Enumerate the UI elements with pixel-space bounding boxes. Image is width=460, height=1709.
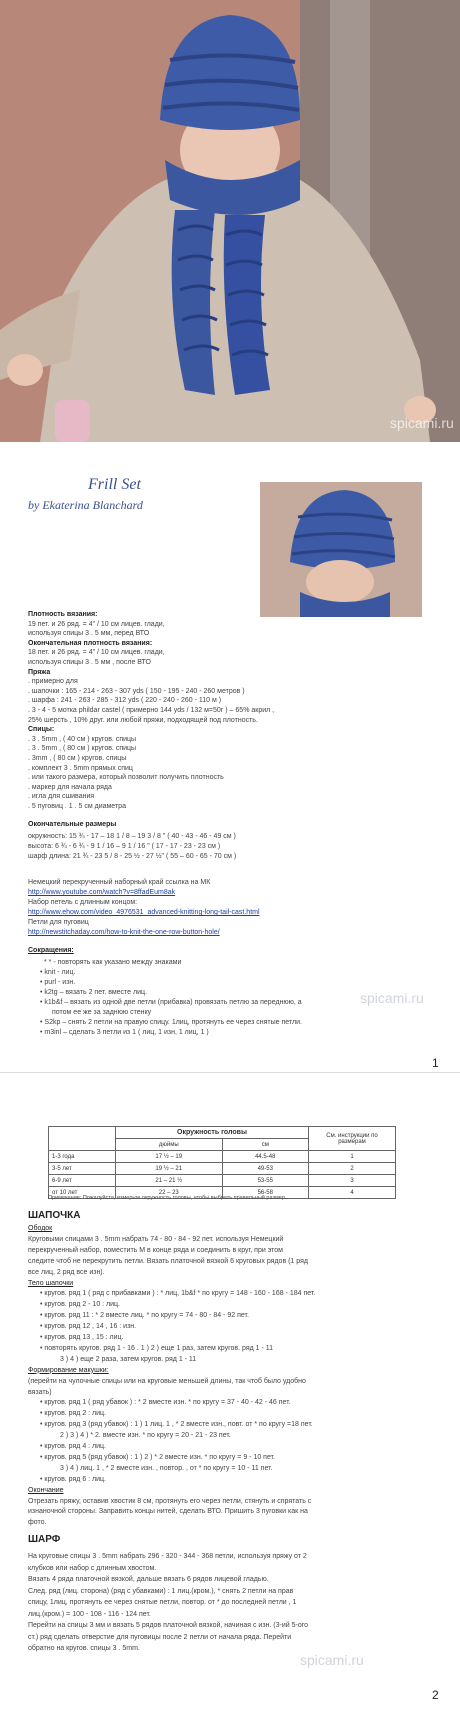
gauge-line: используя спицы 3 . 5 мм , после ВТО — [28, 659, 151, 666]
cast-on-link[interactable]: http://www.youtube.com/watch?v=8ffadEum8ak — [28, 889, 176, 896]
scarf-line: На круговые спицы 3 . 5mm набрать 296 - 320 - 344 - 368 петли, используя пряжу от 2 — [28, 1553, 307, 1560]
table-cell: 4 — [309, 1187, 396, 1199]
hero-photo — [0, 0, 460, 442]
hat-line: вязать) — [28, 1388, 52, 1396]
table-cell: 1 — [309, 1151, 396, 1163]
buttonhole-reference: Петли для пуговиц — [28, 919, 89, 926]
sizes-line: окружность: 15 ¾ - 17 – 18 1 / 8 – 19 3 / 8 " ( 40 - 43 - 46 - 49 см ) — [28, 833, 236, 840]
table-row — [49, 1163, 396, 1175]
abbreviations-heading: Сокращения: — [28, 947, 74, 954]
size-table-instr-header: См. инструкции по размерам — [309, 1127, 396, 1151]
hat-line: • кругов. ряд 11 : * 2 вместе лиц. * по кругу = 74 - 80 - 84 - 92 пет. — [40, 1311, 249, 1321]
hat-heading: ШАПОЧКА — [28, 1210, 81, 1221]
table-cell: 17 ½ – 19 — [116, 1151, 223, 1163]
sizes-heading: Окончательные размеры — [28, 821, 117, 828]
gauge-line: используя спицы 3 . 5 мм, перед ВТО — [28, 630, 150, 638]
gauge-line: . или такого размера, который позволит получить плотность — [28, 774, 224, 782]
pattern-page-1 — [0, 442, 460, 1073]
abbr-line: • k1b&f – вязать из одной две петли (прибавка) провязать петлю за переднюю, а — [40, 998, 302, 1008]
abbr-line: • purl - изн. — [40, 978, 75, 988]
hat-line: (перейти на чулочные спицы или на круговые меньшей длины, так чтоб было удобно — [28, 1377, 306, 1385]
scarf-heading: ШАРФ — [28, 1534, 61, 1545]
hat-line: Отрезать пряжу, оставив хвостик 8 см, протянуть его через петли, стянуть и спрятать с — [28, 1497, 312, 1505]
abbr-line: • knit - лиц. — [40, 968, 75, 978]
hat-line: • кругов. ряд 2 - 10 : лиц. — [40, 1300, 120, 1310]
hat-line: • кругов. ряд 12 , 14 , 16 : изн. — [40, 1322, 136, 1332]
hat-line: Окончание — [28, 1486, 64, 1494]
hat-line: • кругов. ряд 13 , 15 : лиц. — [40, 1333, 124, 1343]
abbr-line: • m3inl – сделать 3 петли из 1 ( лиц, 1 изн, 1 лиц, 1 ) — [40, 1028, 209, 1038]
hat-line: фото. — [28, 1519, 47, 1527]
hat-line: • повторять кругов. ряд 1 - 16 . 1 ) 2 ) еще 1 раз, затем кругов. ряд 1 - 11 — [40, 1344, 273, 1354]
hat-line: перекрученный набор, поместить М в конце ряда и соединить в круг, при этом — [28, 1246, 283, 1254]
child-photo-illustration — [0, 0, 460, 442]
sizes-line: шарф длина: 21 ¾ - 23 5 / 8 - 25 ½ - 27 ½" ( 55 – 60 - 65 - 70 см ) — [28, 853, 237, 860]
table-cell: 6-9 лет — [49, 1175, 116, 1187]
scarf-line: обратно на кругов. спицы 3 . 5mm. — [28, 1645, 140, 1652]
scarf-line: лиц.(кром.) = 100 - 108 - 116 - 124 пет. — [28, 1610, 151, 1618]
gauge-line: . 3 . 5mm , ( 80 см ) кругов. спицы — [28, 745, 137, 753]
hat-line: • кругов. ряд 3 (ряд убавок) : 1 ) 1 лиц. 1 , * 2 вместе изн., повт. от * по кругу =18 пет. — [40, 1420, 313, 1430]
abbr-line: потом ее же за заднюю стенку — [52, 1009, 152, 1016]
table-cell: 19 ½ – 21 — [116, 1163, 223, 1175]
table-cell: 2 — [309, 1163, 396, 1175]
gauge-line: . шарфа : 241 - 263 - 285 - 312 yds ( 220 - 240 - 260 - 110 м ) — [28, 697, 222, 705]
gauge-line: . игла для сшивания — [28, 793, 95, 801]
gauge-line: Пряжа — [28, 668, 51, 676]
table-cell: 49-53 — [222, 1163, 308, 1175]
gauge-line: Спицы: — [28, 726, 55, 734]
abbr-line: * * - повторять как указано между знаками — [44, 959, 182, 966]
table-cell: 1-3 года — [49, 1151, 116, 1163]
hat-line: Круговыми спицами 3 . 5mm набрать 74 - 80 - 84 - 92 пет. используя Немецкий — [28, 1235, 284, 1243]
long-tail-reference: Набор петель с длинным концом: — [28, 899, 138, 906]
hat-line: • кругов. ряд 1 ( ряд убавок ) : * 2 вместе изн. * по кругу = 37 - 40 - 42 - 46 пет. — [40, 1398, 291, 1408]
abbr-line: • S2kp – снять 2 петли на правую спицу. 1лиц, протянуть ее через снятые петли. — [40, 1018, 302, 1028]
gauge-line: . 3 . 5mm , ( 40 см ) кругов. спицы — [28, 735, 137, 743]
table-row — [49, 1175, 396, 1187]
hat-line: Формирование макушки: — [28, 1366, 109, 1374]
gauge-line: . комплект 3 . 5mm прямых спиц — [28, 764, 133, 772]
page1-watermark: spicami.ru — [360, 990, 424, 1006]
table-cell: 21 – 21 ½ — [116, 1175, 223, 1187]
hat-line: 3 ) 4 ) лиц. 1 , * 2 вместе изн. , повтор. , от * по кругу = 10 - 11 пет. — [60, 1464, 273, 1472]
gauge-line: . примерно для — [28, 678, 78, 686]
size-table-corner — [49, 1127, 116, 1151]
scarf-line: спицу, 1лиц, протянуть ее через снятые петли, повтор. от * до последней петли , 1 — [28, 1599, 297, 1606]
pattern-author: by Ekaterina Blanchard — [28, 498, 143, 512]
scarf-line: ст.) ряд сделать отверстие для пуговицы после 2 петли от начала ряда. Перейти — [28, 1633, 292, 1641]
size-table-cm-header: см — [222, 1139, 308, 1151]
table-cell: от 10 лет — [49, 1187, 116, 1199]
hat-line: • кругов. ряд 5 (ряд убавок) : 1 ) 2 ) * 2 вместе изн. * по кругу = 9 - 10 пет. — [40, 1453, 275, 1463]
long-tail-link[interactable]: http://www.ehow.com/video_4976531_advanced-knitting-long-tail-cast.html — [28, 909, 260, 916]
hat-line: Ободок — [28, 1225, 53, 1232]
size-table-inch-header: дюймы — [116, 1139, 223, 1151]
hat-line: все лиц, 2 ряд все изн). — [28, 1268, 105, 1276]
page-number-1: 1 — [432, 1056, 439, 1070]
buttonhole-link[interactable]: http://newstitchaday.com/how-to-knit-the-one-row-button-hole/ — [28, 929, 220, 936]
gauge-line: . 3mm , ( 80 см ) кругов. спицы — [28, 755, 127, 762]
table-cell: 56-58 — [222, 1187, 308, 1199]
photo-watermark: spicami.ru — [390, 415, 454, 431]
scarf-line: Перейти на спицы 3 мм и вязать 5 рядов платочной вязкой, начиная с изн. (3-ий 5-ого — [28, 1622, 309, 1629]
hat-line: Тело шапочки — [28, 1279, 74, 1287]
gauge-line: . шапочки : 165 - 214 - 263 - 307 yds ( 150 - 195 - 240 - 260 метров ) — [28, 687, 245, 695]
scarf-line: След. ряд (лиц. сторона) (ряд с убавками) : 1 лиц.(кром.), * снять 2 петли на прав — [28, 1587, 294, 1595]
table-cell: 3-5 лет — [49, 1163, 116, 1175]
table-cell: 22 – 23 — [116, 1187, 223, 1199]
hat-line: 2 ) 3 ) 4 ) * 2. вместе изн. * по кругу = 20 - 21 - 23 пет. — [60, 1432, 231, 1440]
table-row — [49, 1151, 396, 1163]
inset-photo — [260, 482, 422, 617]
gauge-line: . маркер для начала ряда — [28, 783, 112, 791]
gauge-line: 25% шерсть , 10% друг. или любой пряжи, подходящей под плотность. — [28, 716, 258, 724]
size-table — [48, 1126, 396, 1199]
scarf-line: Вязать 4 ряда платочной вязкой, дальше вязать 6 рядов лицевой гладью. — [28, 1576, 269, 1583]
gauge-line: Плотность вязания: — [28, 611, 98, 618]
size-table-ring-header: Окружность головы — [116, 1127, 309, 1139]
table-cell: 53-55 — [222, 1175, 308, 1187]
cast-on-reference: Немецкий перекрученный наборный край ссылка на МК — [28, 879, 211, 886]
gauge-line: . 5 пуговиц . 1 . 5 см диаметра — [28, 803, 126, 810]
size-table-note: Примечание: Пожалуйста, измерьте окружность головы, чтобы выбрать правильный размер. — [48, 1195, 287, 1201]
pattern-page-2 — [0, 1082, 460, 1709]
hat-line: следите чтоб не перекрутить петли. Вязать платочной вязкой 6 круговых рядов (1 ряд — [28, 1257, 308, 1265]
hat-line: 3 ) 4 ) еще 2 раза, затем кругов. ряд 1 - 11 — [60, 1355, 197, 1363]
inset-hat-illustration — [260, 482, 422, 617]
hat-line: • кругов. ряд 4 : лиц. — [40, 1442, 106, 1452]
scarf-line: клубков или набор с длинным хвостом. — [28, 1564, 157, 1572]
hat-line: изнаночной стороны. Заправить концы нитей, сделать ВТО. Пришить 3 пуговки как на — [28, 1508, 308, 1516]
page2-watermark: spicami.ru — [300, 1652, 364, 1668]
hat-line: • кругов. ряд 6 : лиц. — [40, 1475, 106, 1485]
hat-line: • кругов. ряд 2 : лиц. — [40, 1409, 106, 1419]
table-cell: 3 — [309, 1175, 396, 1187]
gauge-line: 18 пет. и 26 ряд. = 4" / 10 см лицев. глади, — [28, 649, 165, 657]
gauge-line: . 3 - 4 - 5 мотка phildar castel ( примерно 144 yds / 132 м=50г ) – 65% акрил , — [28, 707, 275, 714]
gauge-line: 19 пет. и 26 ряд. = 4" / 10 см лицев. глади, — [28, 620, 165, 628]
pattern-title: Frill Set — [88, 476, 141, 493]
page-number-2: 2 — [432, 1688, 439, 1702]
abbr-line: • k2tg – вязать 2 пет. вместе лиц. — [40, 988, 147, 998]
gauge-line: Окончательная плотность вязания: — [28, 639, 153, 647]
table-cell: 44.5-48 — [222, 1151, 308, 1163]
hat-line: • кругов. ряд 1 ( ряд с прибавками ) : * лиц, 1b&f * по кругу = 148 - 160 - 168 - 184 пет. — [40, 1289, 315, 1299]
sizes-line: высота: 6 ¾ - 6 ¾ - 9 1 / 16 – 9 1 / 16 " ( 17 - 17 - 23 - 23 см ) — [28, 843, 221, 850]
